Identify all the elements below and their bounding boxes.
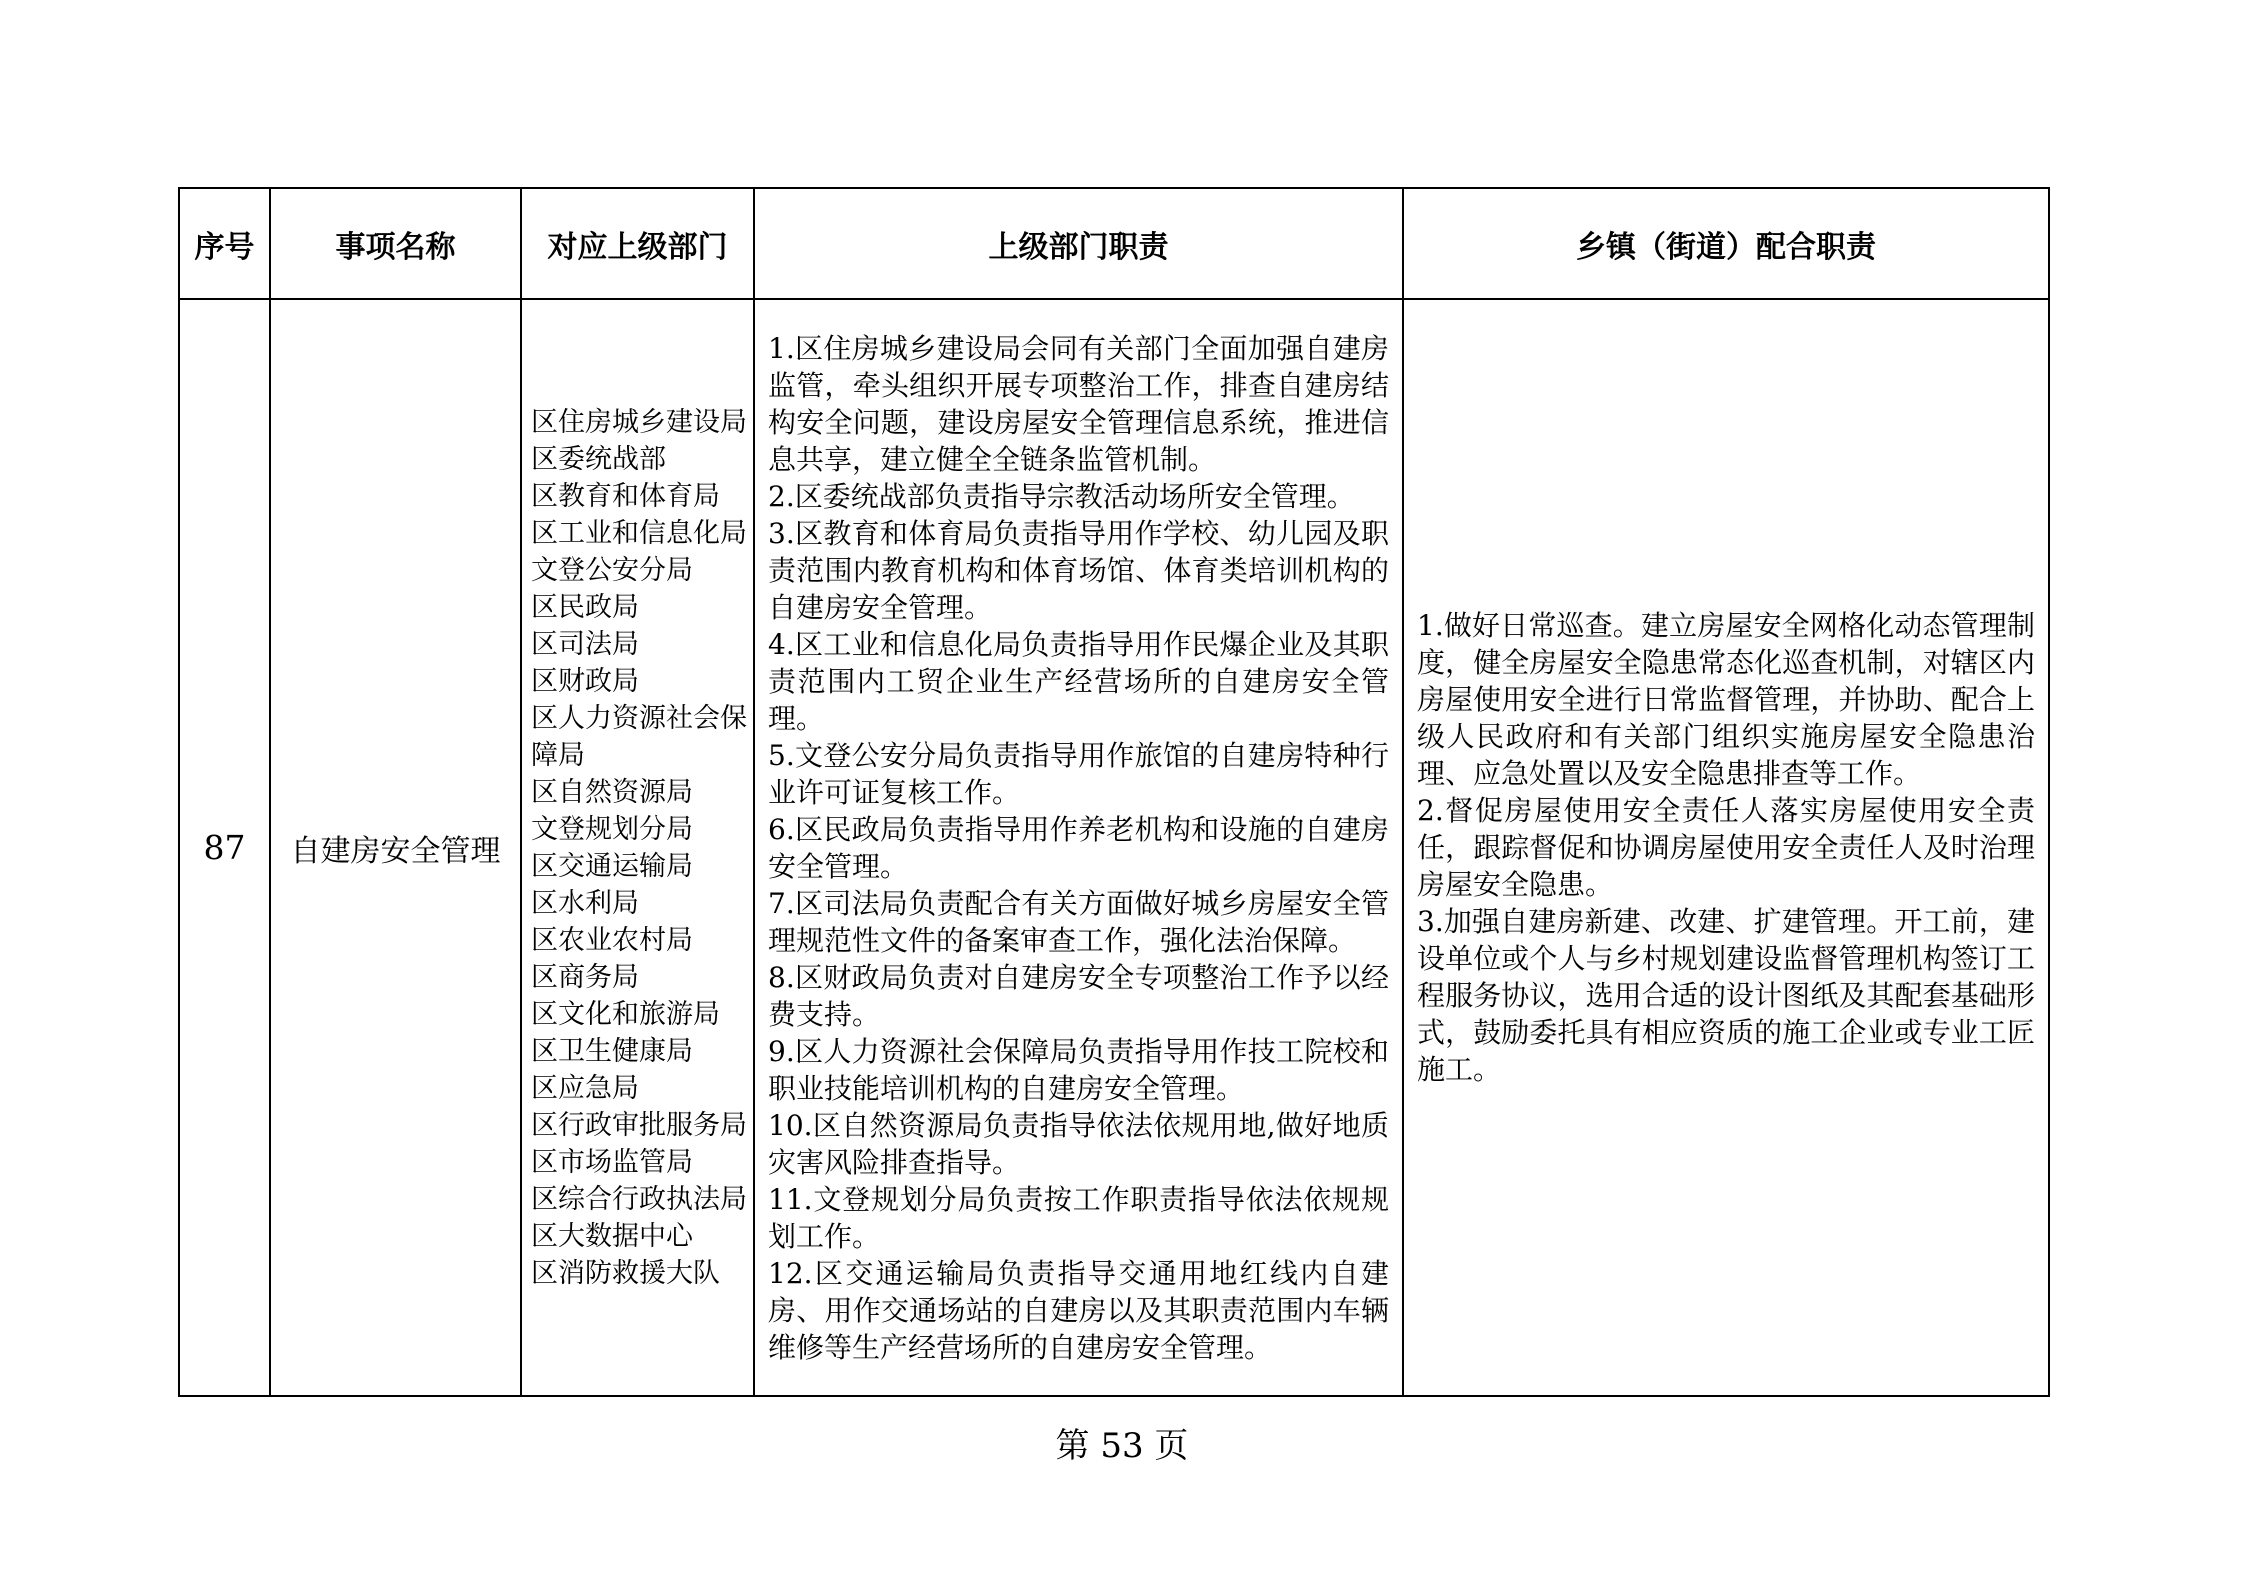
header-township-cooperation-duties: 乡镇（街道）配合职责 <box>1403 188 2049 299</box>
department-item: 区行政审批服务局 <box>531 1109 747 1141</box>
duty-paragraph: 10.区自然资源局负责指导依法依规用地,做好地质灾害风险排查指导。 <box>768 1108 1389 1179</box>
cell-superior-duties <box>754 299 1403 1396</box>
duty-paragraph: 4.区工业和信息化局负责指导用作民爆企业及其职责范围内工贸企业生产经营场所的自建房安全管理。 <box>768 627 1389 735</box>
table-row <box>179 299 2049 1396</box>
duty-paragraph: 7.区司法局负责配合有关方面做好城乡房屋安全管理规范性文件的备案审查工作，强化法治保障。 <box>768 886 1389 957</box>
department-item: 区委统战部 <box>531 443 666 475</box>
department-item: 文登公安分局 <box>531 554 693 586</box>
table-header-row <box>179 188 2049 299</box>
department-item: 区消防救援大队 <box>531 1257 720 1289</box>
cooperation-duties-list <box>1417 607 2035 1088</box>
duty-paragraph: 11.文登规划分局负责按工作职责指导依法依规规划工作。 <box>768 1182 1389 1253</box>
cooperation-paragraph: 1.做好日常巡查。建立房屋安全网格化动态管理制度，健全房屋安全隐患常态化巡查机制，对辖区内房屋使用安全进行日常监督管理，并协助、配合上级人民政府和有关部门组织实施房屋安全隐患治理、应急处置以及安全隐患排查等工作。 <box>1417 609 2035 790</box>
department-item: 区水利局 <box>531 887 639 919</box>
department-item: 区文化和旅游局 <box>531 998 720 1030</box>
department-item: 区综合行政执法局 <box>531 1183 747 1215</box>
department-item: 区农业农村局 <box>531 924 693 956</box>
department-item: 区人力资源社会保障局 <box>531 702 747 771</box>
department-item: 区大数据中心 <box>531 1220 693 1252</box>
departments-list <box>531 404 749 1292</box>
superior-duties-list <box>768 330 1389 1366</box>
responsibilities-table <box>178 187 2050 1397</box>
header-superior-departments: 对应上级部门 <box>521 188 754 299</box>
department-item: 区自然资源局 <box>531 776 693 808</box>
department-item: 区市场监管局 <box>531 1146 693 1178</box>
duty-paragraph: 3.区教育和体育局负责指导用作学校、幼儿园及职责范围内教育机构和体育场馆、体育类培训机构的自建房安全管理。 <box>768 516 1389 624</box>
duty-paragraph: 12.区交通运输局负责指导交通用地红线内自建房、用作交通场站的自建房以及其职责范围内车辆维修等生产经营场所的自建房安全管理。 <box>768 1256 1389 1364</box>
cell-superior-departments <box>521 299 754 1396</box>
cell-cooperation-duties <box>1403 299 2049 1396</box>
header-serial-number: 序号 <box>179 188 270 299</box>
duty-paragraph: 2.区委统战部负责指导宗教活动场所安全管理。 <box>768 479 1355 513</box>
duty-paragraph: 9.区人力资源社会保障局负责指导用作技工院校和职业技能培训机构的自建房安全管理。 <box>768 1034 1389 1105</box>
department-item: 区交通运输局 <box>531 850 693 882</box>
duty-paragraph: 8.区财政局负责对自建房安全专项整治工作予以经费支持。 <box>768 960 1389 1031</box>
cell-item-name: 自建房安全管理 <box>270 299 521 1396</box>
department-item: 区卫生健康局 <box>531 1035 693 1067</box>
page-number: 第 53 页 <box>1055 1426 1189 1466</box>
department-item: 区教育和体育局 <box>531 480 720 512</box>
cell-serial-number: 87 <box>179 299 270 1396</box>
duty-paragraph: 6.区民政局负责指导用作养老机构和设施的自建房安全管理。 <box>768 812 1389 883</box>
duty-paragraph: 1.区住房城乡建设局会同有关部门全面加强自建房监管，牵头组织开展专项整治工作，排查自建房结构安全问题，建设房屋安全管理信息系统，推进信息共享，建立健全全链条监管机制。 <box>768 331 1389 476</box>
department-item: 区应急局 <box>531 1072 639 1104</box>
department-item: 区民政局 <box>531 591 639 623</box>
department-item: 区司法局 <box>531 628 639 660</box>
duty-paragraph: 5.文登公安分局负责指导用作旅馆的自建房特种行业许可证复核工作。 <box>768 738 1389 809</box>
department-item: 区财政局 <box>531 665 639 697</box>
header-superior-duties: 上级部门职责 <box>754 188 1403 299</box>
cooperation-paragraph: 2.督促房屋使用安全责任人落实房屋使用安全责任，跟踪督促和协调房屋使用安全责任人及时治理房屋安全隐患。 <box>1417 794 2035 901</box>
department-item: 区商务局 <box>531 961 639 993</box>
department-item: 区住房城乡建设局 <box>531 406 747 438</box>
header-item-name: 事项名称 <box>270 188 521 299</box>
cooperation-paragraph: 3.加强自建房新建、改建、扩建管理。开工前，建设单位或个人与乡村规划建设监督管理机构签订工程服务协议，选用合适的设计图纸及其配套基础形式，鼓励委托具有相应资质的施工企业或专业工匠施工。 <box>1417 905 2035 1086</box>
department-item: 区工业和信息化局 <box>531 517 747 549</box>
department-item: 文登规划分局 <box>531 813 693 845</box>
